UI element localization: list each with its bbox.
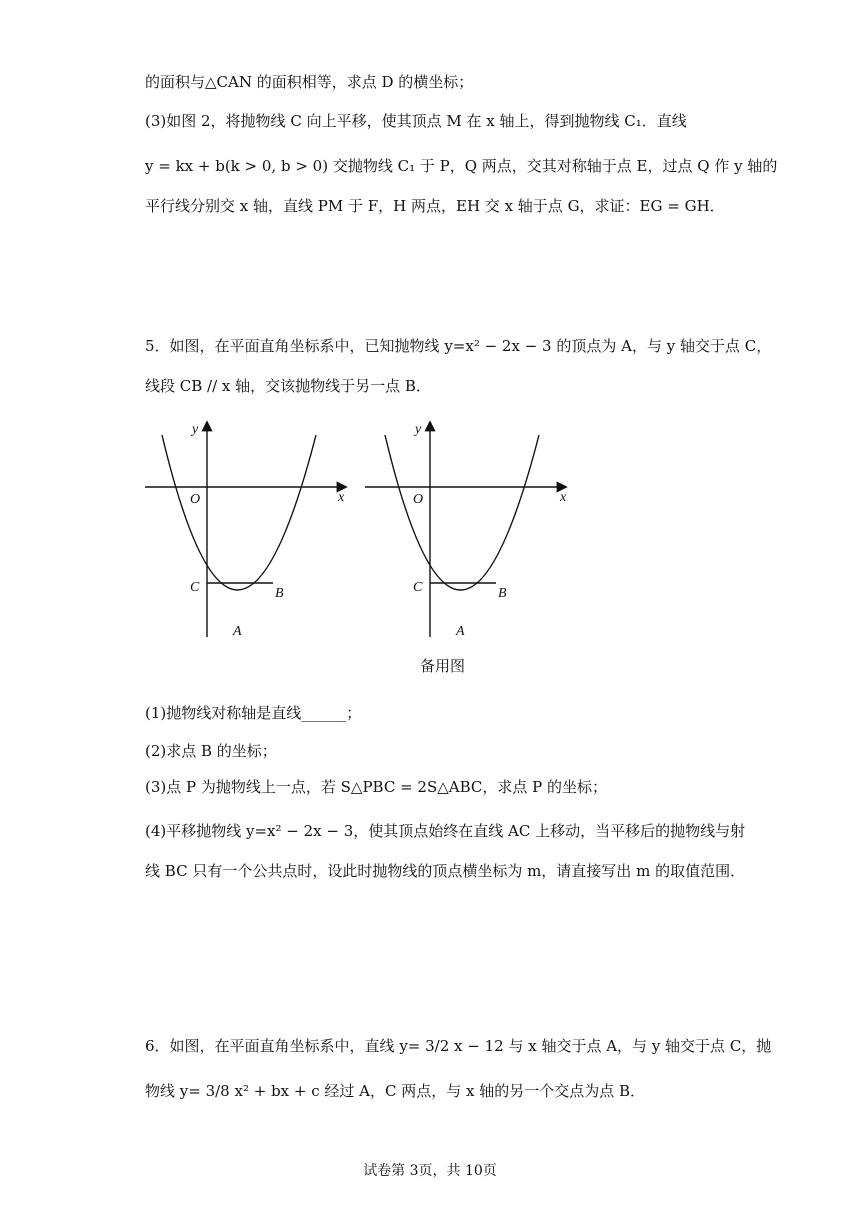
origin-label: O bbox=[190, 492, 201, 507]
figure-parabola-main bbox=[140, 415, 360, 649]
question-5-stem-b: 线段 CB // x 轴，交该抛物线于另一点 B． bbox=[145, 377, 431, 395]
point-a-label: A bbox=[233, 624, 242, 639]
point-c-label: C bbox=[190, 580, 200, 595]
origin-label: O bbox=[413, 492, 424, 507]
question-6-stem-b: 物线 y= 3/8 x² + bx + c 经过 A，C 两点，与 x 轴的另一个交点为点 B． bbox=[145, 1082, 646, 1100]
x-axis-label: x bbox=[338, 490, 345, 505]
y-axis-label: y bbox=[415, 422, 422, 437]
question-5-part-4a: (4)平移抛物线 y=x² − 2x − 3，使其顶点始终在直线 AC 上移动，当平移后的抛物线与射 bbox=[145, 822, 746, 840]
x-axis-label: x bbox=[560, 490, 567, 505]
text-line-1: 的面积与△CAN 的面积相等，求点 D 的横坐标； bbox=[145, 73, 474, 91]
y-axis-label: y bbox=[192, 422, 199, 437]
question-6-stem-a: 6．如图，在平面直角坐标系中，直线 y= 3/2 x − 12 与 x 轴交于点 A，与 y 轴交于点 C，抛 bbox=[145, 1037, 772, 1055]
text-line-4: 平行线分别交 x 轴，直线 PM 于 F，H 两点，EH 交 x 轴于点 G，求证：EG = GH． bbox=[145, 197, 725, 215]
figure-caption: 备用图 bbox=[420, 657, 466, 675]
text-line-2: (3)如图 2，将抛物线 C 向上平移，使其顶点 M 在 x 轴上，得到抛物线 C₁．直线 bbox=[145, 112, 687, 130]
question-5-part-4b: 线 BC 只有一个公共点时，设此时抛物线的顶点横坐标为 m，请直接写出 m 的取值范围． bbox=[145, 862, 746, 880]
point-a-label: A bbox=[456, 624, 465, 639]
parabola-curve bbox=[162, 435, 316, 590]
question-5-part-1: (1)抛物线对称轴是直线______； bbox=[145, 704, 362, 722]
parabola-curve bbox=[385, 435, 539, 590]
point-b-label: B bbox=[275, 586, 284, 601]
question-5-stem-a: 5．如图，在平面直角坐标系中，已知抛物线 y=x² − 2x − 3 的顶点为 A，与 y 轴交于点 C， bbox=[145, 337, 772, 355]
question-5-part-3: (3)点 P 为抛物线上一点，若 S△PBC = 2S△ABC，求点 P 的坐标； bbox=[145, 778, 608, 796]
text-line-3: y = kx + b(k > 0, b > 0) 交抛物线 C₁ 于 P，Q 两点，交其对称轴于点 E，过点 Q 作 y 轴的 bbox=[145, 157, 778, 175]
point-b-label: B bbox=[498, 586, 507, 601]
figure-parabola-spare bbox=[360, 415, 580, 649]
page-footer: 试卷第 3页，共 10页 bbox=[363, 1163, 497, 1179]
question-5-part-2: (2)求点 B 的坐标； bbox=[145, 742, 277, 760]
point-c-label: C bbox=[413, 580, 423, 595]
